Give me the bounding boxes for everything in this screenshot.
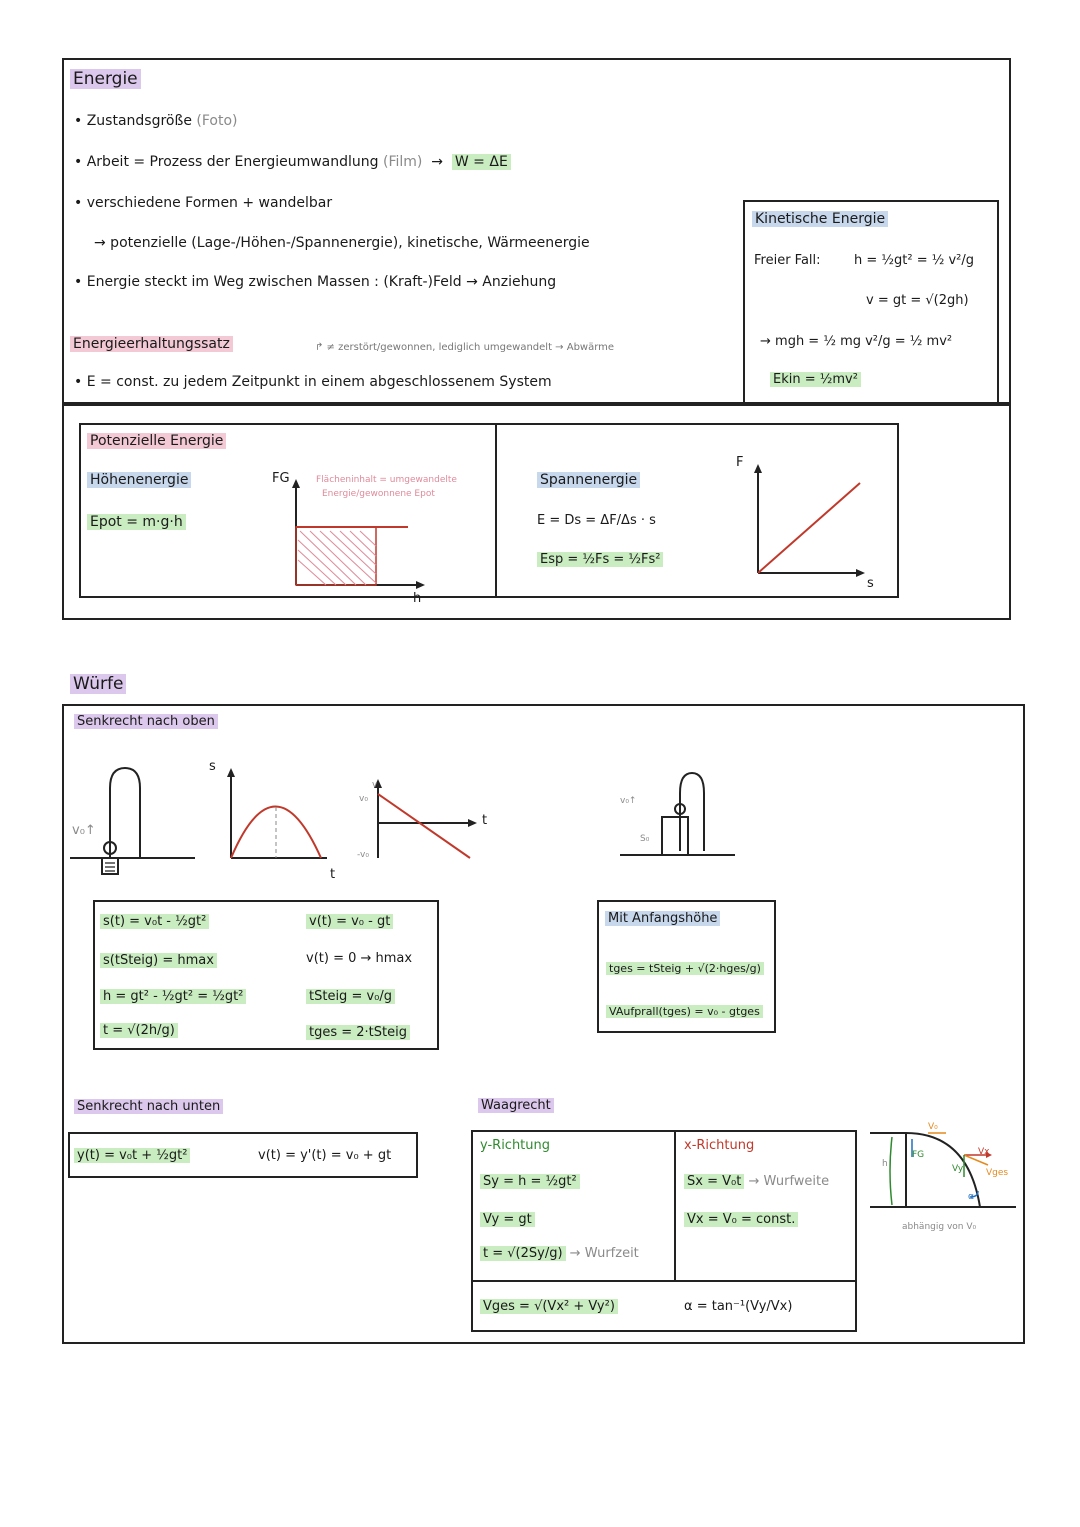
t-axis-label-1: t (330, 867, 336, 882)
throw-up-sketch (70, 760, 210, 880)
height-energy-formula: Epot = m·g·h (87, 513, 186, 531)
distance-time-graph (215, 765, 345, 880)
spring-energy-title: Spannenergie (537, 471, 640, 489)
up-formula-2: s(tSteig) = hmax (100, 952, 217, 970)
velocity-time-graph (360, 778, 500, 868)
down-throw-title: Senkrecht nach unten (74, 1098, 223, 1116)
x-formula-1: Sx = V₀t → Wurfweite (684, 1173, 829, 1191)
sketch-h-label: h (882, 1159, 888, 1169)
down-formula-1: y(t) = v₀t + ½gt² (74, 1147, 190, 1165)
up-velocity-formula-1: v(t) = v₀ - gt (306, 913, 393, 931)
neg-v0-tick-label: -v₀ (357, 850, 369, 860)
down-formula-2: v(t) = y'(t) = v₀ + gt (258, 1148, 392, 1163)
up-formula-1: s(t) = v₀t - ½gt² (100, 913, 209, 931)
s0-label: S₀ (640, 834, 650, 844)
height-energy-title: Höhenenergie (87, 471, 191, 489)
up-velocity-formula-3: tSteig = v₀/g (306, 988, 395, 1006)
vges-formula: Vges = √(Vx² + Vy²) (480, 1298, 618, 1316)
sketch-v0-label: V₀ (928, 1122, 938, 1132)
alpha-formula: α = tan⁻¹(Vy/Vx) (684, 1299, 793, 1314)
energy-bullet-1: • Zustandsgröße (Foto) (74, 113, 238, 129)
spring-formula-2: Esp = ½Fs = ½Fs² (537, 551, 663, 569)
height-axis-label: h (413, 591, 422, 606)
y-direction-title: y-Richtung (480, 1138, 551, 1153)
sketch-note: abhängig von V₀ (902, 1222, 977, 1232)
energy-bullet-2: • Arbeit = Prozess der Energieumwandlung (Film) → W = ΔE (74, 153, 511, 171)
x-direction-title: x-Richtung (684, 1138, 755, 1153)
kinetic-formula-2: v = gt = √(2gh) (866, 293, 969, 308)
conservation-bullet: • E = const. zu jedem Zeitpunkt in einem abgeschlossenem System (74, 374, 552, 390)
free-fall-label: Freier Fall: (754, 253, 821, 268)
kinetic-formula-3: → mgh = ½ mg v²/g = ½ mv² (760, 334, 953, 349)
y-formula-3: t = √(2Sy/g) → Wurfzeit (480, 1245, 639, 1263)
v-axis-label: v (372, 780, 378, 790)
v0-tick-label: v₀ (359, 794, 368, 804)
initial-height-title: Mit Anfangshöhe (605, 910, 720, 928)
kinetic-title: Kinetische Energie (752, 210, 888, 228)
horizontal-horizontal-divider (471, 1280, 857, 1282)
initial-height-formula-2: VAufprall(tges) = v₀ - gtges (606, 1003, 763, 1021)
y-formula-1: Sy = h = ½gt² (480, 1173, 580, 1191)
energy-bullet-4: • Energie steckt im Weg zwischen Massen : (Kraft-)Feld → Anziehung (74, 274, 557, 290)
kinetic-formula-1: h = ½gt² = ½ v²/g (854, 253, 974, 268)
kinetic-result: Ekin = ½mv² (770, 371, 861, 389)
horizontal-throw-title: Waagrecht (478, 1097, 554, 1115)
up-velocity-formula-2: v(t) = 0 → hmax (306, 951, 413, 966)
force-distance-graph (740, 455, 880, 585)
work-formula: W = ΔE (452, 154, 511, 170)
conservation-note: ↱ ≠ zerstört/gewonnen, lediglich umgewandelt → Abwärme (315, 342, 615, 353)
s-axis-label: s (209, 759, 216, 774)
force-axis-label: FG (272, 471, 290, 486)
graph-note-line-2: Energie/gewonnene Epot (322, 489, 435, 499)
v0-label: v₀↑ (72, 823, 96, 838)
sketch-alpha-label: α (968, 1192, 974, 1202)
sketch-fg-label: FG (912, 1150, 925, 1160)
initial-v0-label: v₀↑ (620, 796, 637, 806)
sketch-vy-label: Vy (952, 1164, 964, 1174)
up-velocity-formula-4: tges = 2·tSteig (306, 1024, 410, 1042)
energy-bullet-3-sub: → potenzielle (Lage-/Höhen-/Spannenergie), kinetische, Wärmeenergie (94, 235, 590, 251)
initial-height-formula-1: tges = tSteig + √(2·hges/g) (606, 960, 764, 978)
horizontal-vertical-divider (674, 1130, 676, 1282)
energy-title: Energie (70, 70, 141, 88)
x-formula-2: Vx = V₀ = const. (684, 1211, 798, 1229)
potential-title: Potenzielle Energie (87, 432, 226, 450)
initial-height-sketch (610, 765, 740, 860)
sketch-vges-label: Vges (986, 1168, 1009, 1178)
y-formula-2: Vy = gt (480, 1211, 535, 1229)
spring-formula-1: E = Ds = ΔF/Δs · s (537, 513, 656, 528)
conservation-title: Energieerhaltungssatz (70, 335, 233, 353)
graph-note-line-1: Flächeninhalt = umgewandelte (316, 475, 457, 485)
energy-bullet-3: • verschiedene Formen + wandelbar (74, 195, 333, 211)
spring-distance-axis-label: s (867, 576, 874, 591)
throws-title: Würfe (70, 675, 126, 693)
up-throw-title: Senkrecht nach oben (74, 713, 218, 731)
potential-divider (495, 423, 497, 598)
t-axis-label-2: t (482, 813, 488, 828)
up-formula-4: t = √(2h/g) (100, 1022, 178, 1040)
spring-force-axis-label: F (736, 455, 744, 470)
up-formula-3: h = gt² - ½gt² = ½gt² (100, 988, 246, 1006)
sketch-vx-label: Vx (978, 1147, 990, 1157)
